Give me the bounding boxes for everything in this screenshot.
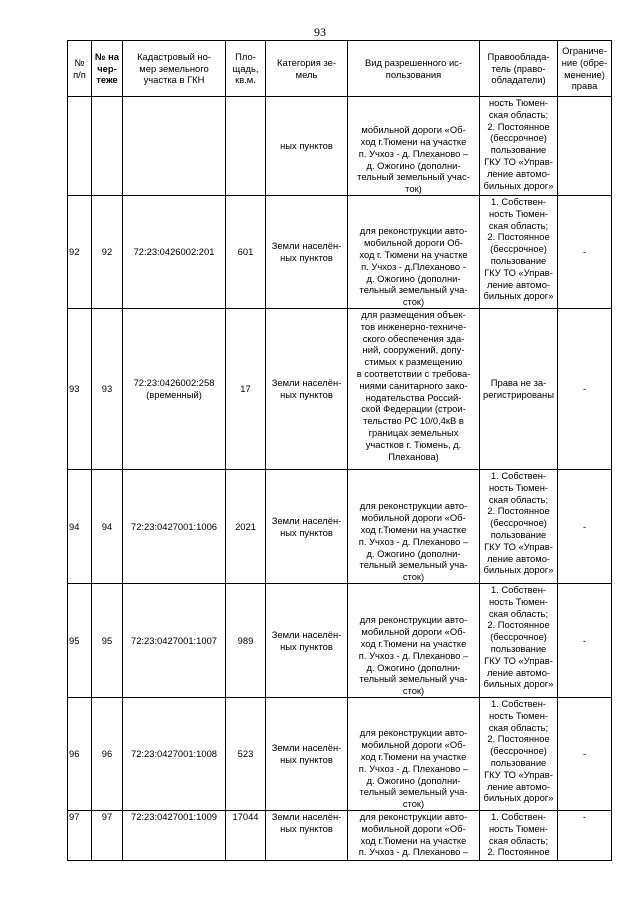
cell-category: ных пунктов xyxy=(266,97,348,196)
land-plots-table xyxy=(67,40,612,861)
cell-area: 2021 xyxy=(226,470,266,584)
cell-np: 95 xyxy=(68,584,92,698)
header-drawing-number: № на чер- теже xyxy=(92,41,123,97)
table-row xyxy=(68,811,612,861)
cell-drawing: 95 xyxy=(92,584,123,698)
cell-restriction: - xyxy=(558,470,612,584)
cell-restriction: - xyxy=(558,698,612,811)
cell-category: Земли населён- ных пунктов xyxy=(266,309,348,470)
cell-right-holder: ность Тюмен- ская область; 2. Постоянное (бессрочное) пользование ГКУ ТО «Управ- ление автомо- бильных дорог» xyxy=(480,97,558,196)
table-row xyxy=(68,698,612,811)
cell-right-holder: 1. Собствен- ность Тюмен- ская область; 2. Постоянное (бессрочное) пользование ГКУ ТО «Управ- ление автомо- бильных дорог» xyxy=(480,196,558,309)
cell-cadastral: 72:23:0427001:1006 xyxy=(123,470,226,584)
header-right-holder: Правооблада- тель (право- обладатели) xyxy=(480,41,558,97)
header-land-category: Категория зе- мель xyxy=(266,41,348,97)
cell-drawing: 94 xyxy=(92,470,123,584)
cell-category: Земли населён- ных пунктов xyxy=(266,196,348,309)
cell-right-holder: 1. Собствен- ность Тюмен- ская область; 2. Постоянное xyxy=(480,811,558,861)
cell-area: 523 xyxy=(226,698,266,811)
cell-permitted-use: мобильной дороги «Об- ход г.Тюмени на участке п. Учхоз - д. Плеханово – д. Ожогино (дополни- тельный земельный учас- ток) xyxy=(348,97,480,196)
cell-restriction: - xyxy=(558,196,612,309)
header-np: № п/п xyxy=(68,41,92,97)
cell-permitted-use: для размещения объек- тов инженерно-техниче- ского обеспечения зда- ний, сооружений, допу- стимых к размещению в соответствии с требова- ниями санитарного зако- нодательства Россий- ской Федерации (строи- тельство РС 10/0,4кВ в границах земельных участков г. Тюмень, д. Плеханова) xyxy=(348,309,480,470)
cell-area: 17 xyxy=(226,309,266,470)
cell-np: 94 xyxy=(68,470,92,584)
cell-drawing: 92 xyxy=(92,196,123,309)
cell-np: 93 xyxy=(68,309,92,470)
table-row xyxy=(68,309,612,470)
header-restriction: Ограниче- ние (обре- менение) права xyxy=(558,41,612,97)
cell-category: Земли населён- ных пунктов xyxy=(266,470,348,584)
cell-right-holder: 1. Собствен- ность Тюмен- ская область; 2. Постоянное (бессрочное) пользование ГКУ ТО «Управ- ление автомо- бильных дорог» xyxy=(480,698,558,811)
cell-permitted-use: для реконструкции авто- мобильной дороги Об- ход г. Тюмени на участке п. Учхоз - д.Плеханово - д. Ожогино (дополни- тельный земельный уча- сток) xyxy=(348,196,480,309)
cell-np: 96 xyxy=(68,698,92,811)
cell-area: 17044 xyxy=(226,811,266,861)
cell-right-holder: Права не за- регистрированы xyxy=(480,309,558,470)
cell-np xyxy=(68,97,92,196)
cell-restriction xyxy=(558,97,612,196)
cell-permitted-use: для реконструкции авто- мобильной дороги «Об- ход г.Тюмени на участке п. Учхоз - д. Плеханово – д. Ожогино (дополни- тельный земельный уча- сток) xyxy=(348,698,480,811)
cell-permitted-use: для реконструкции авто- мобильной дороги «Об- ход г.Тюмени на участке п. Учхоз - д. Плеханово – д. Ожогино (дополни- тельный земельный уча- сток) xyxy=(348,584,480,698)
cell-cadastral: 72:23:0427001:1009 xyxy=(123,811,226,861)
cell-np: 97 xyxy=(68,811,92,861)
cell-cadastral: 72:23:0426002:258 (временный) xyxy=(123,309,226,470)
cell-drawing: 97 xyxy=(92,811,123,861)
table-header-row xyxy=(68,41,612,97)
page-number: 93 xyxy=(314,25,326,39)
cell-restriction: - xyxy=(558,584,612,698)
cell-right-holder: 1. Собствен- ность Тюмен- ская область; 2. Постоянное (бессрочное) пользование ГКУ ТО «Управ- ление автомо- бильных дорог» xyxy=(480,584,558,698)
cell-category: Земли населён- ных пунктов xyxy=(266,698,348,811)
cell-category: Земли населён- ных пунктов xyxy=(266,584,348,698)
cell-cadastral xyxy=(123,97,226,196)
cell-right-holder: 1. Собствен- ность Тюмен- ская область; 2. Постоянное (бессрочное) пользование ГКУ ТО «Управ- ление автомо- бильных дорог» xyxy=(480,470,558,584)
cell-restriction: - xyxy=(558,811,612,861)
table-row xyxy=(68,470,612,584)
cell-np: 92 xyxy=(68,196,92,309)
table-row xyxy=(68,97,612,196)
cell-cadastral: 72:23:0426002:201 xyxy=(123,196,226,309)
cell-category: Земли населён- ных пунктов xyxy=(266,811,348,861)
cell-area: 601 xyxy=(226,196,266,309)
cell-cadastral: 72:23:0427001:1008 xyxy=(123,698,226,811)
cell-restriction: - xyxy=(558,309,612,470)
cell-area: 989 xyxy=(226,584,266,698)
cell-cadastral: 72:23:0427001:1007 xyxy=(123,584,226,698)
header-cadastral-number: Кадастровый но- мер земельного участка в ГКН xyxy=(123,41,226,97)
header-area: Пло- щадь, кв.м. xyxy=(226,41,266,97)
cell-permitted-use: для реконструкции авто- мобильной дороги «Об- ход г.Тюмени на участке п. Учхоз - д. Плеханово – xyxy=(348,811,480,861)
table-row xyxy=(68,584,612,698)
table-row xyxy=(68,196,612,309)
header-permitted-use: Вид разрешенного ис- пользования xyxy=(348,41,480,97)
cell-area xyxy=(226,97,266,196)
cell-permitted-use: для реконструкции авто- мобильной дороги «Об- ход г.Тюмени на участке п. Учхоз - д. Плеханово – д. Ожогино (дополни- тельный земельный уча- сток) xyxy=(348,470,480,584)
cell-drawing: 93 xyxy=(92,309,123,470)
cell-drawing xyxy=(92,97,123,196)
cell-drawing: 96 xyxy=(92,698,123,811)
